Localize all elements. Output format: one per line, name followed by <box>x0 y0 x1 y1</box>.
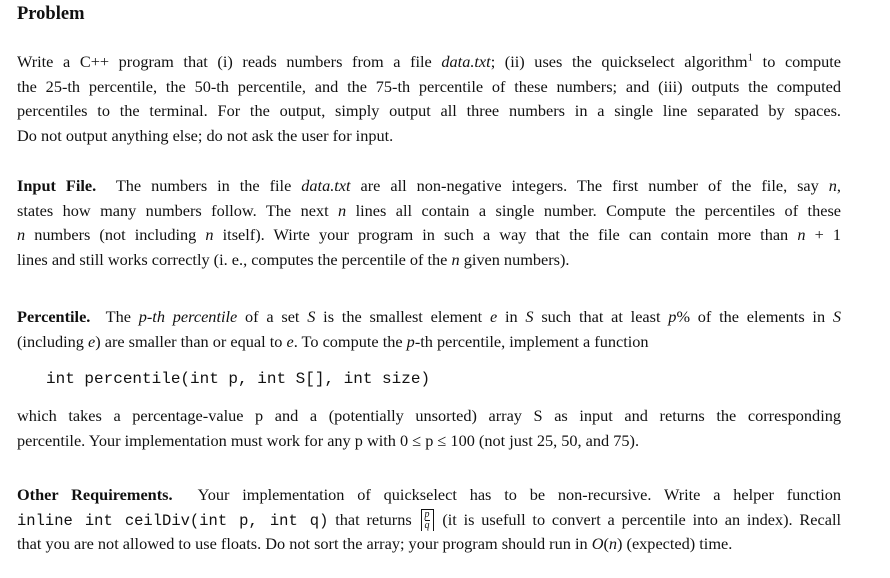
italic-text: p-th percentile <box>138 307 238 326</box>
problem-paragraph <box>17 50 841 148</box>
code-signature: int percentile(int p, int S[], int size) <box>46 370 431 388</box>
text-segment: The <box>90 307 139 326</box>
text-line <box>17 124 841 149</box>
math-symbol: p <box>406 331 415 351</box>
math-symbol: n <box>17 225 26 244</box>
text-segment: , <box>836 176 841 195</box>
math-symbol: S <box>832 307 842 326</box>
text-segment: is the smallest element <box>315 307 490 326</box>
text-line <box>17 50 841 75</box>
fraction-numerator: p <box>424 508 430 520</box>
text-segment: ( <box>603 534 609 553</box>
input-file-paragraph <box>17 174 841 272</box>
text-line <box>17 223 841 248</box>
text-line <box>17 174 841 199</box>
text-segment: ) are smaller than or equal to <box>95 331 287 351</box>
text-segment: itself). Wirte your program in such a way that the file can contain more than <box>213 225 798 244</box>
other-requirements-paragraph <box>17 483 841 557</box>
text-line <box>17 429 841 454</box>
text-segment: numbers (not including <box>25 225 206 244</box>
math-symbol: S <box>525 307 534 326</box>
text-segment: the 25-th percentile, the 50-th percentile, and the 75-th percentile of these numbers; and (iii) outputs the computed <box>17 76 841 96</box>
text-segment: percentile. Your implementation must work for any p with 0 ≤ p ≤ 100 (not just 25, 50, and 75). <box>17 430 640 450</box>
percentile-paragraph <box>17 305 841 354</box>
math-symbol: n <box>205 225 214 244</box>
text-segment: such that at least <box>533 307 669 326</box>
fraction-denominator: q <box>424 519 430 531</box>
text-segment: . To compute the <box>293 331 407 351</box>
math-symbol: n <box>797 225 806 244</box>
percentile-description-paragraph <box>17 404 841 453</box>
math-symbol: n <box>608 534 618 553</box>
ceiling-fraction <box>421 509 434 531</box>
text-line <box>17 532 841 557</box>
text-line <box>17 99 841 124</box>
text-segment: (including <box>17 331 88 351</box>
text-segment: of a set <box>237 307 308 326</box>
run-in-heading: Percentile. <box>17 307 91 326</box>
text-segment: are all non-negative integers. The first number of the file, say <box>350 176 829 195</box>
text-segment: to compute <box>753 52 842 71</box>
text-segment: lines all contain a single number. Compute the percentiles of these <box>346 200 842 220</box>
text-segment: that you are not allowed to use floats. Do not sort the array; your program should run in <box>17 534 592 553</box>
text-segment: -th percentile, implement a function <box>414 331 649 351</box>
text-segment: given numbers). <box>459 249 570 269</box>
math-symbol: e <box>286 331 294 351</box>
run-in-heading: Other Requirements. <box>17 485 173 504</box>
text-segment: states how many numbers follow. The next <box>17 200 339 220</box>
text-segment: lines and still works correctly (i. e., computes the percentile of the <box>17 249 452 269</box>
italic-text: data.txt <box>441 52 491 71</box>
text-segment: Your implementation of quickselect has to be non-recursive. Write a helper function <box>172 485 841 504</box>
math-symbol: n <box>338 200 347 220</box>
text-line <box>17 330 841 355</box>
text-line <box>17 75 841 100</box>
page-title: Problem <box>17 4 85 24</box>
math-symbol: n <box>828 176 837 195</box>
run-in-heading: Input File. <box>17 176 97 195</box>
text-line <box>17 248 841 273</box>
math-symbol: p <box>668 307 677 326</box>
text-segment: Write a C++ program that (i) reads numbers from a file <box>17 52 442 71</box>
text-segment: ; (ii) uses the quickselect algorithm <box>490 52 748 71</box>
text-segment: The numbers in the file <box>96 176 302 195</box>
math-symbol: n <box>451 249 460 269</box>
text-segment: Do not output anything else; do not ask the user for input. <box>17 125 394 145</box>
text-segment: ) (expected) time. <box>617 534 733 553</box>
footnote-marker: 1 <box>747 51 754 64</box>
text-line <box>17 199 841 224</box>
math-symbol: S <box>307 307 316 326</box>
text-segment: in <box>497 307 526 326</box>
text-line <box>17 483 841 508</box>
text-segment: which takes a percentage-value p and a (potentially unsorted) array S as input and returns the corresponding <box>17 406 841 425</box>
text-line <box>17 305 841 330</box>
text-segment: that returns <box>328 509 419 529</box>
inline-code: inline int ceilDiv(int p, int q) <box>17 511 329 530</box>
text-segment: (it is usefull to convert a percentile into an index). Recall <box>435 509 841 529</box>
math-symbol: e <box>489 307 498 326</box>
text-line <box>17 508 841 533</box>
italic-text: data.txt <box>301 176 351 195</box>
text-segment: % of the elements in <box>676 307 833 326</box>
math-symbol: O <box>591 534 604 553</box>
text-line <box>17 404 841 429</box>
text-segment: + 1 <box>805 225 841 244</box>
math-symbol: e <box>88 331 96 351</box>
text-segment: percentiles to the terminal. For the output, simply output all three numbers in a single line separated by spaces. <box>17 101 841 120</box>
